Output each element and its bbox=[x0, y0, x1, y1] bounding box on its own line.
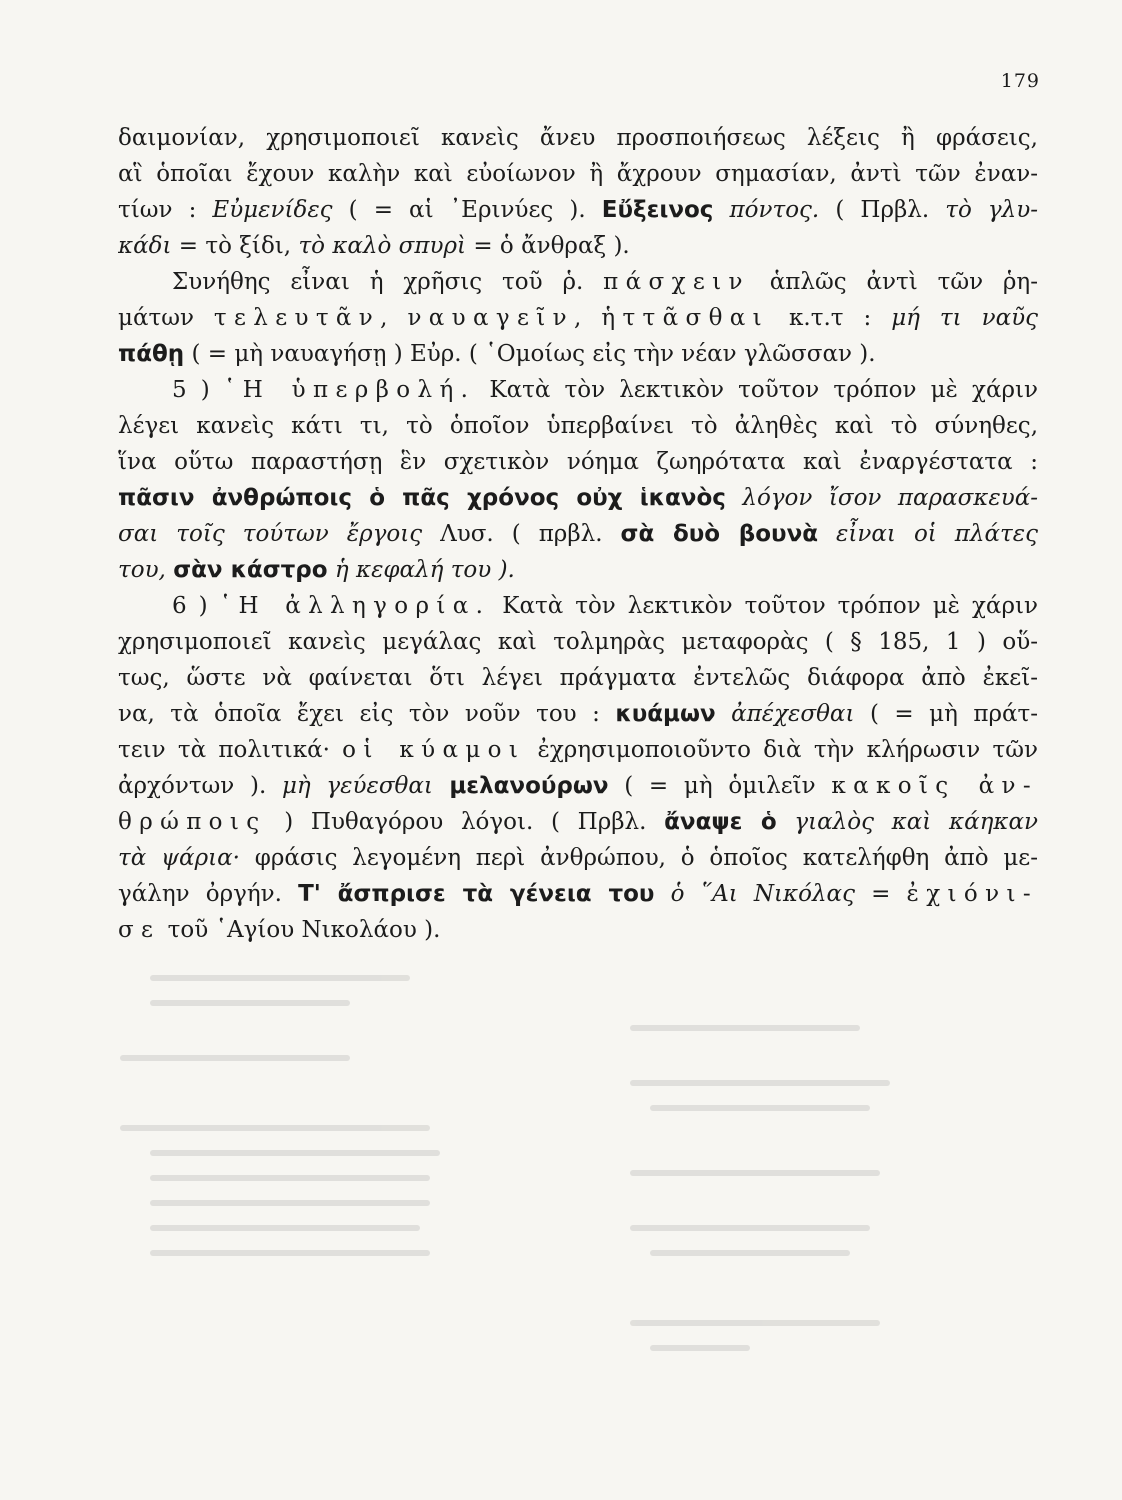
text-run: τειν τὰ πολιτικά· bbox=[118, 737, 343, 763]
italic-term: πόντος. bbox=[713, 197, 820, 223]
text-line bbox=[118, 696, 1038, 732]
italic-term: κάδι bbox=[118, 233, 172, 259]
bold-term: Εὔξεινος bbox=[601, 197, 714, 223]
text-line: δαιμονίαν, χρησιμοποιεῖ κανεὶς ἄνευ προσποιήσεως λέξεις ἢ φράσεις, bbox=[118, 125, 1038, 151]
text-run: φράσις λεγομένη περὶ ἀνθρώπου, ὁ ὁποῖος κατελήφθη ἀπὸ με- bbox=[239, 845, 1038, 871]
text-line bbox=[118, 768, 1038, 804]
text-run: 5 ) bbox=[172, 377, 224, 403]
text-run: γάλην ὀργήν. bbox=[118, 881, 299, 907]
italic-term: ἡ κεφαλή του ). bbox=[327, 557, 515, 583]
text-line: αἳ ὁποῖαι ἔχουν καλὴν καὶ εὐοίωνον ἢ ἄχρουν σημασίαν, ἀντὶ τῶν ἐναν- bbox=[118, 161, 1038, 187]
text-line bbox=[118, 552, 1038, 588]
text-run: ἀρχόντων ). bbox=[118, 773, 282, 799]
text-line: χρησιμοποιεῖ κανεὶς μεγάλας καὶ τολμηρὰς μεταφορὰς ( § 185, 1 ) οὕ- bbox=[118, 629, 1038, 655]
italic-term: μὴ γεύεσθαι bbox=[281, 773, 433, 799]
text-line bbox=[118, 804, 1038, 840]
text-run: ( = μὴ ναυαγήσῃ ) Εὐρ. ( ῾Ομοίως εἰς τὴν νέαν γλῶσσαν ). bbox=[184, 341, 876, 367]
italic-term: λόγον ἴσον παρασκευά- bbox=[725, 485, 1038, 511]
bold-term: σὰν κάστρο bbox=[173, 557, 328, 583]
text-run: 6 ) bbox=[172, 593, 220, 619]
text-line bbox=[118, 516, 1038, 552]
text-run: τοῦ ῾Αγίου Νικολάου ). bbox=[160, 917, 441, 943]
text-line bbox=[118, 732, 1038, 768]
text-run: μάτων bbox=[118, 305, 214, 331]
bold-term: κυάμων bbox=[615, 701, 716, 727]
text-line bbox=[118, 264, 1038, 300]
text-line bbox=[118, 300, 1038, 336]
italic-term: μή τι ναῦς bbox=[891, 305, 1038, 331]
bold-term: πάθῃ bbox=[118, 341, 185, 367]
text-run: τίων : bbox=[118, 197, 213, 223]
italic-term: γιαλὸς καὶ κάηκαν bbox=[776, 809, 1038, 835]
text-run: να, τὰ ὁποῖα ἔχει εἰς τὸν νοῦν του : bbox=[118, 701, 616, 727]
text-line bbox=[118, 876, 1038, 912]
text-line: λέγει κανεὶς κάτι τι, τὸ ὁποῖον ὑπερβαίνει τὸ ἀληθὲς καὶ τὸ σύνηθες, bbox=[118, 413, 1038, 439]
text-run: κ.τ.τ : bbox=[769, 305, 892, 331]
spaced-term: τελευτᾶν bbox=[213, 305, 381, 331]
text-line bbox=[118, 192, 1038, 228]
spaced-term: ἐχιόνι- bbox=[906, 881, 1038, 907]
bold-term: πᾶσιν ἀνθρώποις ὁ πᾶς χρόνος οὐχ ἱκανὸς bbox=[118, 485, 726, 511]
italic-term: εἶναι οἱ πλάτες bbox=[818, 521, 1038, 547]
italic-term: Εὐμενίδες bbox=[212, 197, 333, 223]
bold-term: ἄναψε ὁ bbox=[664, 809, 777, 835]
text-run: ( = μὴ πράτ- bbox=[854, 701, 1038, 727]
italic-term: τὸ καλὸ σπυρὶ bbox=[298, 233, 467, 259]
italic-term: σαι τοῖς τούτων ἔργοις bbox=[118, 521, 423, 547]
spaced-term: σε bbox=[118, 917, 161, 943]
italic-term: ὁ ῞Αι Νικόλας bbox=[654, 881, 855, 907]
spaced-term: οἱ κύαμοι bbox=[342, 737, 526, 763]
text-line bbox=[118, 840, 1038, 876]
text-run: ) Πυθαγόρου λόγοι. ( Πρβλ. bbox=[266, 809, 665, 835]
text-line: ἵνα οὕτω παραστήσῃ ἓν σχετικὸν νόημα ζωηρότατα καὶ ἐναργέστατα : bbox=[118, 449, 1038, 475]
text-run: = ὁ ἄνθραξ ). bbox=[466, 233, 630, 259]
text-line bbox=[118, 336, 1038, 372]
text-line bbox=[118, 588, 1038, 624]
text-run: = τὸ ξίδι, bbox=[171, 233, 299, 259]
text-run: , bbox=[574, 305, 602, 331]
text-run: Λυσ. ( πρβλ. bbox=[422, 521, 621, 547]
italic-term: τὰ ψάρια· bbox=[118, 845, 240, 871]
italic-term: του, bbox=[118, 557, 174, 583]
page-number: 179 bbox=[1000, 70, 1040, 92]
spaced-term: πάσχειν bbox=[603, 269, 750, 295]
text-run: ( Πρβλ. bbox=[819, 197, 946, 223]
section-heading: ῾Η ἀλληγορία. bbox=[219, 593, 491, 619]
spaced-term: ναυαγεῖν bbox=[407, 305, 575, 331]
text-run: Κατὰ τὸν λεκτικὸν τοῦτον τρόπον μὲ χάριν bbox=[475, 377, 1038, 403]
spaced-term: κακοῖς ἀν- bbox=[831, 773, 1038, 799]
text-line bbox=[118, 912, 1038, 948]
bold-term: σὰ δυὸ βουνὰ bbox=[620, 521, 819, 547]
text-run: Κατὰ τὸν λεκτικὸν τοῦτον τρόπον μὲ χάριν bbox=[490, 593, 1038, 619]
text-run: ( = αἱ ᾿Ερινύες ). bbox=[332, 197, 602, 223]
section-heading: ῾Η ὑπερβολή. bbox=[223, 377, 476, 403]
body-text bbox=[118, 120, 1038, 948]
text-run: ( = μὴ ὁμιλεῖν bbox=[608, 773, 832, 799]
text-line bbox=[118, 372, 1038, 408]
text-run: ἐχρησιμοποιοῦντο διὰ τὴν κλήρωσιν τῶν bbox=[525, 737, 1038, 763]
text-line bbox=[118, 228, 1038, 264]
text-line: τως, ὥστε νὰ φαίνεται ὅτι λέγει πράγματα ἐντελῶς διάφορα ἀπὸ ἐκεῖ- bbox=[118, 665, 1038, 691]
text-run: Συνήθης εἶναι ἡ χρῆσις τοῦ ῥ. bbox=[172, 269, 604, 295]
bold-term: Τ' ἄσπρισε τὰ γένεια του bbox=[298, 881, 655, 907]
text-run: , bbox=[380, 305, 408, 331]
text-run: = bbox=[854, 881, 907, 907]
italic-term: ἀπέχεσθαι bbox=[715, 701, 855, 727]
italic-term: τὸ γλυ- bbox=[945, 197, 1038, 223]
spaced-term: ἡττᾶσθαι bbox=[601, 305, 770, 331]
spaced-term: θρώποις bbox=[118, 809, 267, 835]
text-line bbox=[118, 480, 1038, 516]
bold-term: μελανούρων bbox=[432, 773, 609, 799]
text-run: ἁπλῶς ἀντὶ τῶν ῥη- bbox=[749, 269, 1038, 295]
